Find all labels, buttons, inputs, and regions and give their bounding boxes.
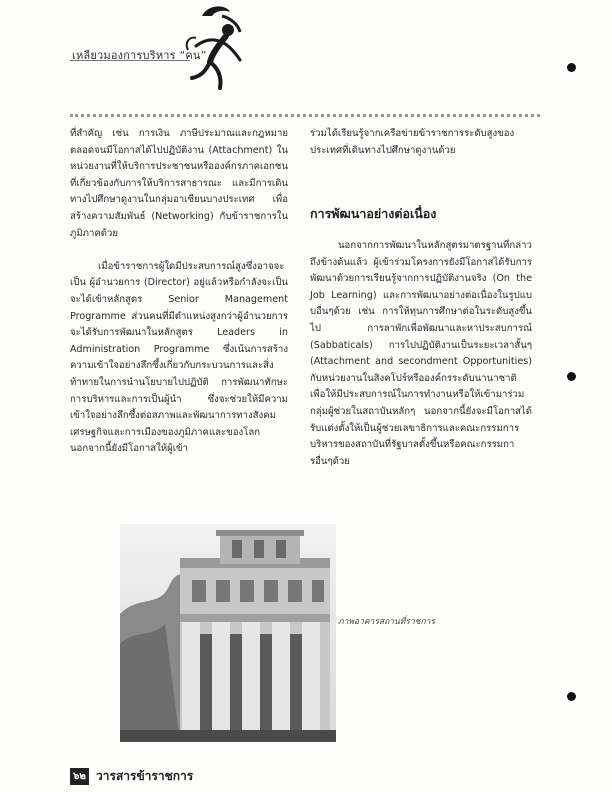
publication-title: วารสารข้าราชการ (96, 769, 194, 783)
binding-hole-marker (567, 372, 576, 381)
right-column-intro (310, 126, 532, 176)
body-paragraph: ร่วมได้เรียนรู้จากเครือข่ายข้าราชการระดับสูงของประเทศที่เดินทางไปศึกษาดูงานด้วย (310, 128, 515, 156)
body-paragraph: นอกจากการพัฒนาในหลักสูตรมาตรฐานที่กล่าวถึงข้างต้นแล้ว ผู้เข้าร่วมโครงการยังมีโอกาสได้รับการพัฒนาด้วยการเรียนรู้จากการปฏิบัติงานจริง (On the Job Learning) และการพัฒนาอย่างต่อเนื่องในรูปแบบอื่นๆด้วย เช่น การให้ทุนการศึกษาต่อในระดับสูงขึ้นไป การลาพักเพื่อพัฒนาและหาประสบการณ์ (Sabbaticals) การไปปฏิบัติงานเป็นระยะเวลาสั้นๆ (Attachment and secondment Opportunities) กับหน่วยงานในสิงคโปร์หรือองค์กรระดับนานาชาติเพื่อให้มีประสบการณ์ในการทำงานหรือให้เข้ามาร่วมกลุ่มผู้ช่วยในสถาบันหลักๆ นอกจากนี้ยังจะมีโอกาสได้รับแต่งตั้งให้เป็นผู้ช่วยเลขาธิการและคณะกรรมการบริหารของสถาบันที่รัฐบาลตั้งขึ้นหรือคณะกรรมการอื่นๆด้วย (310, 240, 532, 467)
body-paragraph: เมื่อข้าราชการผู้ใดมีประสบการณ์สูงซึ่งอาจจะเป็น ผู้อำนวยการ (Director) อยู่แล้วหรือกำลังจะเป็น จะได้เข้าหลักสูตร Senior Management Programme ส่วนคนที่มีตำแหน่งสูงกว่าผู้อำนวยการจะได้รับการพัฒนาในหลักสูตร Leaders in Administration Programme ซึ่งเน้นการสร้างความเข้าใจอย่างลึกซึ้งเกี่ยวกับกระบวนการและสิ่งท้าทายในการนำนโยบายไปปฏิบัติ การพัฒนาทักษะการบริหารและการเป็นผู้นำ ซึ่งจะช่วยให้มีความเข้าใจอย่างลึกซึ้งต่อสภาพและพัฒนาการทางสังคม เศรษฐกิจและการเมืองของภูมิภาคและของโลก นอกจากนี้ยังมีโอกาสให้ผู้เข้า (70, 260, 288, 455)
government-building-photo (120, 524, 336, 742)
photo-caption: ภาพอาคารสถานที่ราชการ (338, 617, 435, 627)
section-divider (70, 114, 540, 117)
section-heading: การพัฒนาอย่างต่อเนื่อง (310, 206, 437, 221)
header-rule (70, 60, 190, 61)
page-footer (70, 766, 193, 784)
right-column (310, 238, 532, 470)
body-paragraph: ที่สำคัญ เช่น การเงิน ภาษีประมาณและกฎหมาย ตลอดจนมีโอกาสได้ไปปฏิบัติงาน (Attachment) ในหน่วยงานที่ให้บริการประชาชนหรือองค์กรภาคเอกชนที่เกี่ยวข้องกับการให้บริการสาธารณะ และมีการเดินทางไปศึกษาดูงานในกลุ่มอาเซียนบางประเทศ เพื่อสร้างความสัมพันธ์ (Networking) กับข้าราชการในภูมิภาคด้วย (70, 128, 288, 239)
binding-hole-marker (567, 63, 576, 72)
binding-hole-marker (567, 692, 576, 701)
page-number: ๖๒ (70, 768, 89, 785)
running-header-title: เหลียวมองการบริหาร “คน” (72, 49, 207, 62)
left-column (70, 126, 288, 474)
